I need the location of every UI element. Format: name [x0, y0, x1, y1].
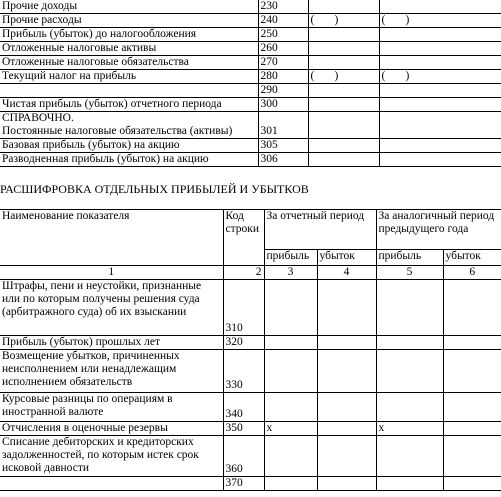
- row-code: 300: [258, 98, 308, 112]
- header-loss: убыток: [317, 249, 376, 265]
- row-value-current: [308, 28, 379, 42]
- table-row: [0, 139, 501, 153]
- table-row: [0, 70, 501, 84]
- row-value-previous: [379, 98, 501, 112]
- row-profit: [264, 477, 317, 491]
- row-value-previous: [379, 153, 501, 167]
- row-code: 370: [223, 477, 264, 491]
- col-number: 5: [376, 266, 443, 280]
- table-row: [0, 28, 501, 42]
- table-row: [0, 56, 501, 70]
- row-loss: [317, 280, 376, 336]
- row-name: [0, 84, 258, 98]
- row-name: Чистая прибыль (убыток) отчетного периода: [0, 98, 258, 112]
- row-profit: [264, 436, 317, 477]
- row-profit-previous: [376, 393, 443, 422]
- header-profit-previous: прибыль: [376, 249, 443, 265]
- reference-line: Постоянные налоговые обязательства (активы): [2, 125, 233, 138]
- row-name: Прибыль (убыток) прошлых лет: [0, 336, 223, 350]
- row-profit-previous: [376, 336, 443, 350]
- row-name: Текущий налог на прибыль: [0, 70, 258, 84]
- row-loss-previous: [443, 280, 501, 336]
- table-row: [0, 84, 501, 98]
- row-code: 350: [223, 422, 264, 436]
- row-code: 280: [258, 70, 308, 84]
- row-value-previous: ( ): [379, 14, 501, 28]
- column-number-row: [0, 266, 501, 280]
- row-profit-previous: [376, 436, 443, 477]
- col-number: 2: [223, 266, 264, 280]
- row-value-current: [308, 0, 379, 14]
- header-row: [0, 210, 501, 250]
- header-profit: прибыль: [264, 249, 317, 265]
- row-value-current: ( ): [308, 14, 379, 28]
- row-loss-previous: [443, 422, 501, 436]
- row-profit: [264, 393, 317, 422]
- row-name: Разводненная прибыль (убыток) на акцию: [0, 153, 258, 167]
- table-row: [0, 336, 501, 350]
- row-loss: [317, 350, 376, 393]
- row-code: 240: [258, 14, 308, 28]
- table-row: [0, 393, 501, 422]
- row-code: 290: [258, 84, 308, 98]
- row-value-previous: [379, 84, 501, 98]
- row-value-current: [308, 98, 379, 112]
- header-previous-period: За аналогичный период предыдущего года: [376, 210, 501, 250]
- row-loss: [317, 477, 376, 491]
- header-current-period: За отчетный период: [264, 210, 376, 250]
- row-value-current: [308, 42, 379, 56]
- table-row: [0, 436, 501, 477]
- section-title: РАСШИФРОВКА ОТДЕЛЬНЫХ ПРИБЫЛЕЙ И УБЫТКОВ: [0, 182, 309, 196]
- row-name: Штрафы, пени и неустойки, признанные или по которым получены решения суда (арбитражного суда) об их взыскании: [0, 280, 223, 336]
- row-code: 305: [258, 139, 308, 153]
- row-value-previous: [379, 0, 501, 14]
- row-code: 301: [258, 112, 308, 139]
- breakdown-table: [0, 209, 501, 491]
- row-name: Возмещение убытков, причиненных неисполнением или ненадлежащим исполнением обязательств: [0, 350, 223, 393]
- row-loss-previous: [443, 477, 501, 491]
- row-value-current: [308, 112, 379, 139]
- col-number: 3: [264, 266, 317, 280]
- table-row: [0, 112, 501, 139]
- col-number: 6: [443, 266, 501, 280]
- table-row: [0, 422, 501, 436]
- row-profit-previous: [376, 350, 443, 393]
- row-loss-previous: [443, 436, 501, 477]
- row-code: 340: [223, 393, 264, 422]
- header-loss-previous: убыток: [443, 249, 501, 265]
- row-value-previous: [379, 28, 501, 42]
- row-value-previous: [379, 112, 501, 139]
- row-value-previous: [379, 139, 501, 153]
- row-loss: [317, 436, 376, 477]
- reference-heading: СПРАВОЧНО.: [2, 112, 74, 125]
- table-row: [0, 153, 501, 167]
- table-row: [0, 350, 501, 393]
- row-code: 306: [258, 153, 308, 167]
- income-statement-table: [0, 0, 501, 167]
- row-loss-previous: [443, 336, 501, 350]
- row-name: Отложенные налоговые обязательства: [0, 56, 258, 70]
- row-profit: [264, 280, 317, 336]
- table-row: [0, 14, 501, 28]
- table-row: [0, 280, 501, 336]
- row-value-current: [308, 153, 379, 167]
- row-code: 360: [223, 436, 264, 477]
- row-loss: [317, 393, 376, 422]
- row-profit: х: [264, 422, 317, 436]
- row-loss-previous: [443, 350, 501, 393]
- row-name: Прибыль (убыток) до налогообложения: [0, 28, 258, 42]
- row-profit-previous: х: [376, 422, 443, 436]
- row-code: 230: [258, 0, 308, 14]
- row-value-previous: [379, 56, 501, 70]
- row-code: 270: [258, 56, 308, 70]
- row-value-previous: ( ): [379, 70, 501, 84]
- row-name: [0, 112, 258, 139]
- row-name: Прочие доходы: [0, 0, 258, 14]
- row-profit: [264, 350, 317, 393]
- row-loss: [317, 422, 376, 436]
- row-name: Отчисления в оценочные резервы: [0, 422, 223, 436]
- row-value-current: [308, 139, 379, 153]
- row-code: 320: [223, 336, 264, 350]
- header-code: Код строки: [223, 210, 264, 266]
- col-number: 1: [0, 266, 223, 280]
- row-loss: [317, 336, 376, 350]
- row-code: 260: [258, 42, 308, 56]
- row-value-current: [308, 56, 379, 70]
- table-row: [0, 0, 501, 14]
- row-code: 310: [223, 280, 264, 336]
- row-name: Отложенные налоговые активы: [0, 42, 258, 56]
- row-profit-previous: [376, 280, 443, 336]
- row-name: Курсовые разницы по операциям в иностранной валюте: [0, 393, 223, 422]
- row-name: Прочие расходы: [0, 14, 258, 28]
- row-name: Базовая прибыль (убыток) на акцию: [0, 139, 258, 153]
- row-profit-previous: [376, 477, 443, 491]
- header-name: Наименование показателя: [0, 210, 223, 266]
- row-code: 330: [223, 350, 264, 393]
- row-profit: [264, 336, 317, 350]
- table-row: [0, 98, 501, 112]
- row-name: Списание дебиторских и кредиторских задолженностей, по которым истек срок исковой давности: [0, 436, 223, 477]
- col-number: 4: [317, 266, 376, 280]
- table-row: [0, 42, 501, 56]
- row-value-current: [308, 84, 379, 98]
- row-value-previous: [379, 42, 501, 56]
- row-code: 250: [258, 28, 308, 42]
- row-name: [0, 477, 223, 491]
- row-value-current: ( ): [308, 70, 379, 84]
- row-loss-previous: [443, 393, 501, 422]
- table-row: [0, 477, 501, 491]
